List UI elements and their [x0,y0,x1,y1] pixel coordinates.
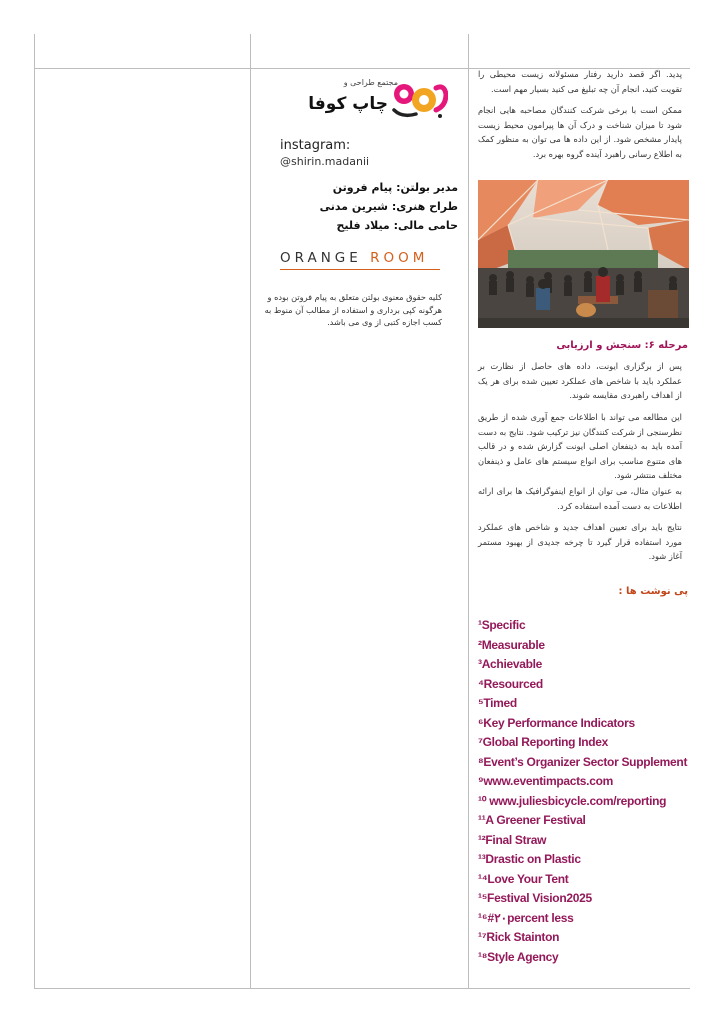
instagram-label: instagram: [280,138,351,153]
copyright-notice: کلیه حقوق معنوی بولتن متعلق به پیام فروتن بوده و هرگونه کپی برداری و استفاده از مطالب آن منوط به کسب اجازه کتبی از وی می باشد. [264,292,442,327]
intro-paragraph-2: ممکن است با برخی شرکت کنندگان مصاحبه هایی انجام شود تا میزان شناخت و درک آن ها پیرامون محیط زیست پایدار مشخص شود. از این داده ها می توان به منظور کمک به اطلاع رسانی راهبرد آینده گروه بهره برد. [478,105,682,159]
credit-bulletin-manager: مدیر بولتن: پیام فروتن [332,181,458,194]
kofa-logo-mark-icon [390,80,448,120]
footnote-item: ¹⁵Festival Vision2025 [478,891,592,905]
footnote-item: ⁷Global Reporting Index [478,735,609,749]
logo-tagline: مجتمع طراحی و [343,78,398,87]
credit-financial-sponsor: حامی مالی: میلاد فلیح [336,219,458,232]
section-paragraph-4: نتایج باید برای تعیین اهداف جدید و شاخص های عملکرد مورد استفاده قرار گیرد تا چرخه جدیدی از بهبود مستمر آغاز شود. [478,522,682,561]
brand-underline [280,269,440,270]
orange-room-logo [280,250,440,266]
footnote-item: ¹²Final Straw [478,832,547,847]
intro-paragraph-1: پدید. اگر قصد دارید رفتار مسئولانه زیست محیطی را تقویت کنید، انجام آن چه تبلیغ می کنید بسیار مهم است. [478,69,682,94]
footnote-item: ¹⁸Style Agency [478,949,559,964]
bottom-rule [34,988,690,989]
footnote-item: ¹⁷Rick Stainton [478,930,560,944]
footnote-item: ⁶Key Performance Indicators [478,715,635,730]
brand-word-room: ROOM [370,250,429,266]
credit-art-designer: طراح هنری: شیرین مدنی [319,200,458,213]
instagram-handle[interactable]: @shirin.madanii [280,155,370,168]
footnote-item: ⁸Event’s Organizer Sector Supplement [478,754,688,769]
section-paragraph-2: این مطالعه می تواند با اطلاعات جمع آوری شده از طریق نظرسنجی از شرکت کنندگان نیز ترکیب شود. نتایج به دست آمده باید به ذینفعان اصلی ایونت گزارش شده و در قالب های متنوع مناسب برای انواع سیستم های عامل و ذینفعان مختلف منتشر شود. [478,412,682,480]
footnote-item: ³Achievable [478,657,543,671]
footnotes-title: پی نوشت ها : [618,586,688,597]
section-heading-step-6: مرحله ۶: سنجش و ارزیابی [556,340,688,351]
kofa-logo [276,78,448,122]
footnote-item: ²Measurable [478,637,545,652]
section-paragraph-3: به عنوان مثال، می توان از انواع اینفوگرافیک ها برای ارائه اطلاعات به دست آمده استفاده کرد. [478,486,682,511]
brand-word-orange: ORANGE [280,250,362,266]
footnote-link[interactable]: ⁹www.eventimpacts.com [478,774,613,788]
column-divider-right [468,34,469,988]
footnote-item: ¹³Drastic on Plastic [478,852,581,866]
column-divider-middle [250,34,251,988]
footnote-link[interactable]: ¹⁰ www.juliesbicycle.com/reporting [478,793,667,808]
logo-name: چاپ کوفا [308,94,388,114]
footnote-item: ¹⁴Love Your Tent [478,871,569,886]
column-divider-left [34,34,35,988]
footnote-item: ¹⁶#۲۰percent less [478,910,574,925]
footnotes-list [478,618,698,969]
section-paragraph-1: پس از برگزاری ایونت، داده های حاصل از نظارت بر عملکرد باید با شاخص های عملکرد تعیین شده برای هر یک از اهداف راهبردی مقایسه شوند. [478,361,682,400]
footnote-item: ⁴Resourced [478,676,543,691]
festival-dome-photo [478,180,689,328]
footnote-item: ⁵Timed [478,696,517,710]
footnote-item: ¹Specific [478,618,526,632]
footnote-item: ¹¹A Greener Festival [478,813,586,827]
festival-photo-image [478,180,689,328]
